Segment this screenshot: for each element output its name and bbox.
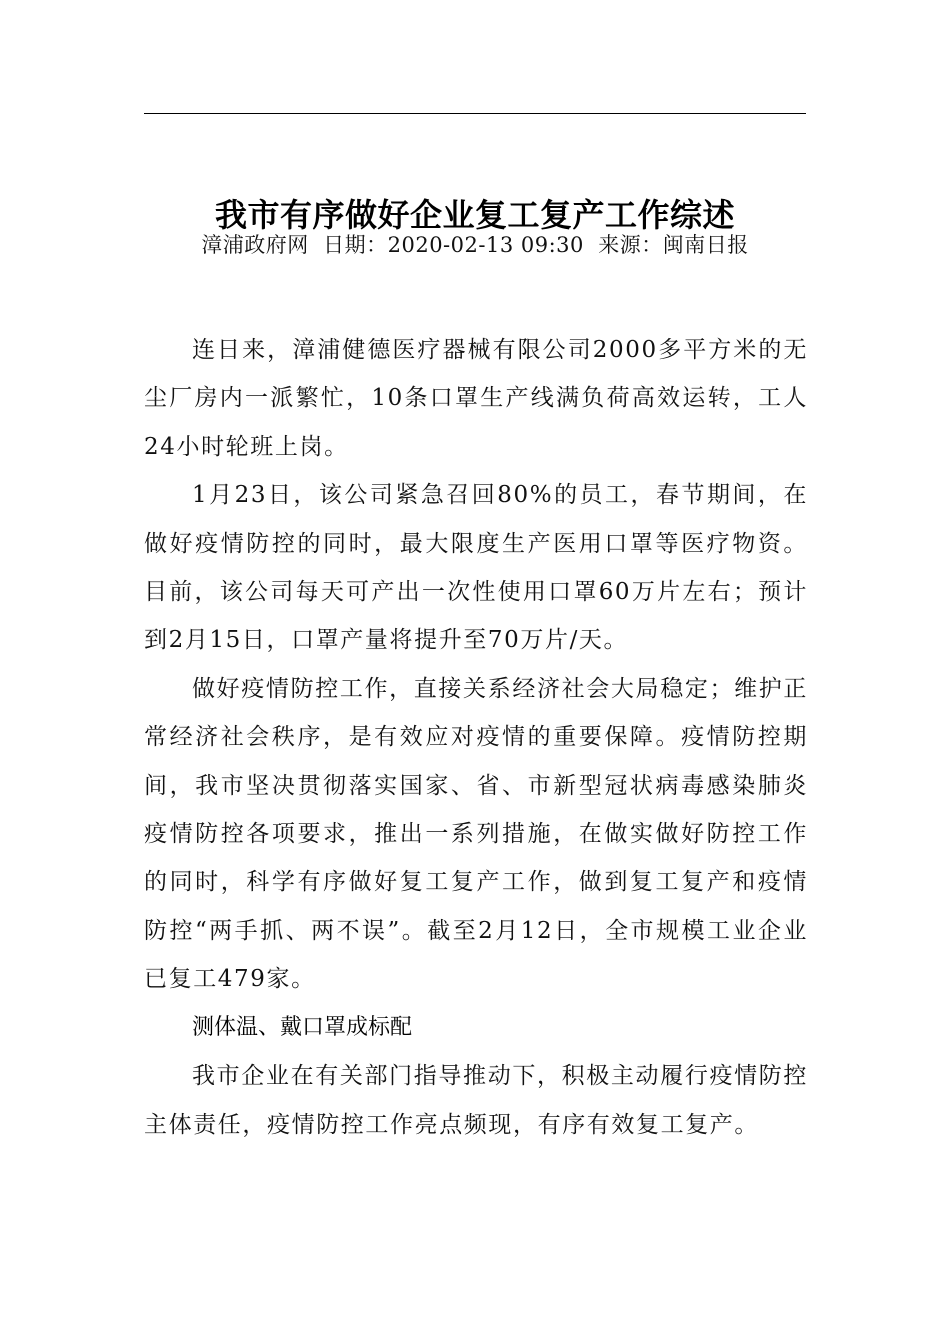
paragraph-1: 连日来，漳浦健德医疗器械有限公司2000多平方米的无尘厂房内一派繁忙，10条口罩生产线满负荷高效运转，工人24小时轮班上岗。 (144, 337, 808, 460)
article-title: 我市有序做好企业复工复产工作综述 (214, 196, 735, 235)
article-meta (0, 229, 950, 261)
meta-site: 漳浦政府网 (201, 233, 309, 257)
paragraph-3: 做好疫情防控工作，直接关系经济社会大局稳定；维护正常经济社会秩序，是有效应对疫情的重要保障。疫情防控期间，我市坚决贯彻落实国家、省、市新型冠状病毒感染肺炎疫情防控各项要求，推出一系列措施，在做实做好防控工作的同时，科学有序做好复工复产工作，做到复工复产和疫情防控“两手抓、两不误”。截至2月12日，全市规模工业企业已复工479家。 (144, 675, 808, 993)
meta-date: 2020-02-13 09:30 (387, 233, 584, 257)
article-body (144, 326, 808, 1149)
header-rule (144, 113, 806, 114)
meta-date-label: 日期： (323, 233, 388, 257)
paragraph-4: 我市企业在有关部门指导推动下，积极主动履行疫情防控主体责任，疫情防控工作亮点频现，有序有效复工复产。 (144, 1063, 808, 1138)
meta-source-label: 来源： (598, 233, 663, 257)
section-subheading: 测体温、戴口罩成标配 (192, 1014, 413, 1040)
meta-source: 闽南日报 (662, 233, 749, 257)
paragraph-2: 1月23日，该公司紧急召回80%的员工，春节期间，在做好疫情防控的同时，最大限度生产医用口罩等医疗物资。目前，该公司每天可产出一次性使用口罩60万片左右；预计到2月15日，口罩产量将提升至70万片/天。 (144, 482, 808, 654)
